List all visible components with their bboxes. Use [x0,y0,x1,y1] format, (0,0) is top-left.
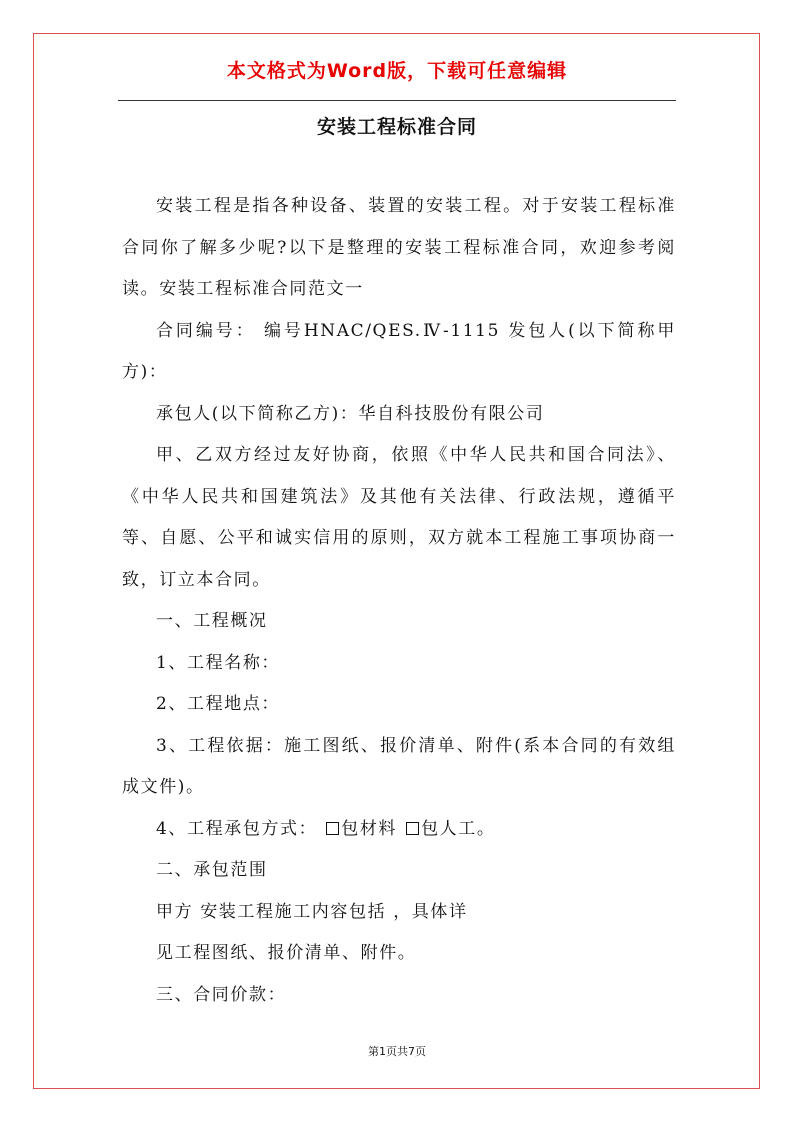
document-body [122,186,676,1016]
list-item-project-location: 2、工程地点： [156,694,281,714]
section-heading-overview: 一、工程概况 [156,611,268,631]
list-item-contract-method [122,809,676,851]
list-item-project-name: 1、工程名称： [156,652,281,673]
paragraph-contractor: 承包人(以下简称乙方)：华自科技股份有限公司 [156,403,545,424]
checkbox-materials[interactable] [326,822,339,835]
paragraph-scope-line1: 甲方 安装工程施工内容包括 ，具体详 [156,901,468,922]
document-title: 安装工程标准合同 [316,116,477,138]
paragraph-agreement: 甲、乙双方经过友好协商，依照《中华人民共和国合同法》、《中华人民共和国建筑法》及其他有关法律、行政法规，遵循平等、自愿、公平和诚实信用的原则，双方就本工程施工事项协商一致，订立本合同。 [122,445,676,590]
paragraph-scope-line2: 见工程图纸、报价清单、附件。 [156,943,417,963]
section-heading-price: 三、合同价款： [156,984,287,1005]
section-heading-scope: 二、承包范围 [156,860,268,880]
contract-method-label: 4、工程承包方式： [156,818,318,839]
paragraph-intro: 安装工程是指各种设备、装置的安装工程。对于安装工程标准合同你了解多少呢?以下是整理的安装工程标准合同，欢迎参考阅读。安装工程标准合同范文一 [122,196,676,299]
page-footer: 第1页共7页 [368,1045,426,1058]
option-labor-label: 包人工。 [421,818,496,839]
format-banner: 本文格式为Word版，下载可任意编辑 [226,60,568,82]
option-materials-label: 包材料 [341,818,398,839]
checkbox-labor[interactable] [406,822,419,835]
paragraph-contract-number: 合同编号： 编号HNAC/QES.Ⅳ-1115 发包人(以下简称甲方)： [122,320,676,382]
header-rule [118,100,676,101]
list-item-project-basis: 3、工程依据：施工图纸、报价清单、附件(系本合同的有效组成文件)。 [122,735,676,797]
